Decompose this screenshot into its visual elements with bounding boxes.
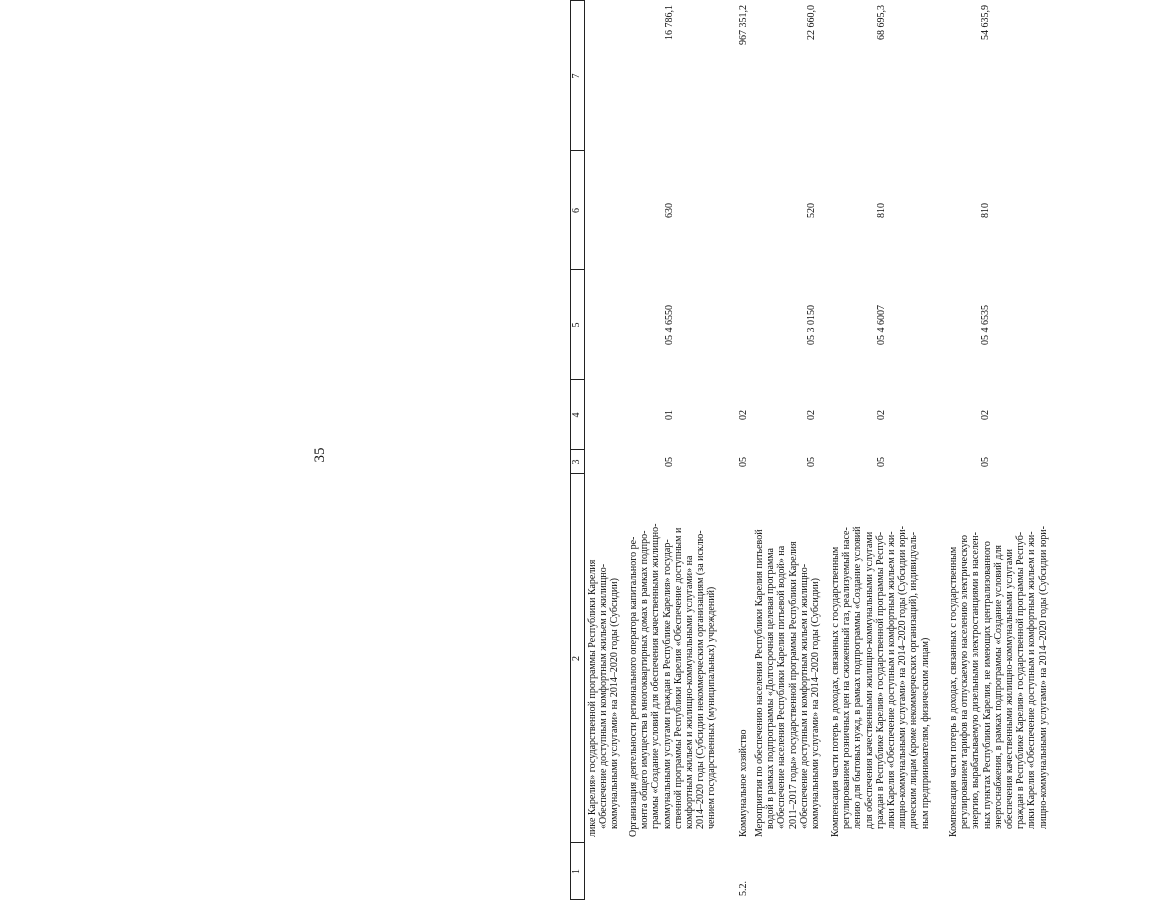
row-c7-value: 68 695,3 xyxy=(876,5,887,40)
row-description-line: водой в рамках подпрограммы «Долгосрочная целевая программа xyxy=(765,547,777,829)
row-description-line: 2011–2017 годы» государственной программы Республики Карелия xyxy=(787,541,799,829)
header-bottom-border xyxy=(584,0,585,900)
row-c4-value: 02 xyxy=(876,410,887,420)
row-description-line: лищно-коммунальными услугами» на 2014–2020 годы (Субсидии юри- xyxy=(897,526,909,829)
row-c5-value: 05 3 0150 xyxy=(806,305,817,345)
row-description-line: «Обеспечение населения Республики Карелия питьевой водой» на xyxy=(776,545,788,829)
row-description-line: регулированием тарифов на отпускаемую населению электрическую xyxy=(959,535,971,829)
row-c7-value: 967 351,2 xyxy=(738,5,749,45)
row-c3-value: 05 xyxy=(980,457,991,467)
row-description-line: коммунальными услугами» на 2014–2020 годы (Субсидии) xyxy=(810,578,821,829)
budget-table xyxy=(570,0,1170,900)
row-c7-value: 54 635,9 xyxy=(980,5,991,40)
row-description-line: регулированием розничных цен на сжиженный газ, реализуемый насе- xyxy=(841,527,853,829)
row-c7-value: 22 660,0 xyxy=(806,5,817,40)
row-c3-value: 05 xyxy=(664,457,675,467)
row-description-line: ных пунктах Республики Карелия, не имеющих централизованного xyxy=(981,541,993,829)
header-col-5: 5 xyxy=(571,322,582,328)
row-c6-value: 520 xyxy=(806,203,817,218)
row-description-line: комфортным жильем и жилищно-коммунальными услугами» на xyxy=(684,555,695,829)
row-description-line: Компенсация части потерь в доходах, связанных с государственным xyxy=(948,546,959,837)
row-description-line: ным предпринимателям, физическим лицам) xyxy=(919,637,931,829)
header-col-2: 2 xyxy=(571,656,582,661)
row-description-line: «Обеспечение доступным и комфортным жильем и жилищно- xyxy=(798,563,810,829)
row-c4-value: 02 xyxy=(980,410,991,420)
row-description-line: Организация деятельности регионального оператора капитального ре- xyxy=(628,536,639,837)
row-description-line: дическим лицам (кроме некоммерческих организаций), индивидуаль- xyxy=(908,531,920,829)
row-description-line: Компенсация части потерь в доходах, связанных с государственным xyxy=(830,546,841,837)
header-col-4: 4 xyxy=(571,412,582,418)
row-description-line: граммы «Создание условий для обеспечения качественными жилищно- xyxy=(650,523,662,829)
header-col-3: 3 xyxy=(571,459,582,465)
row-c4-value: 02 xyxy=(806,410,817,420)
row-c7-value: 16 786,1 xyxy=(664,5,675,40)
page-number: 35 xyxy=(312,447,328,463)
row-c3-value: 05 xyxy=(738,457,749,467)
header-col-1: 1 xyxy=(571,869,582,874)
row-c4-value: 01 xyxy=(664,410,675,420)
row-description-line: лению для бытовых нужд, в рамках подпрограммы «Создание условий xyxy=(852,526,864,829)
row-description-line: коммунальными услугами граждан в Республике Карелия» государ- xyxy=(661,539,673,829)
row-description-line: энергоснабжения, в рамках подпрограммы «Создание условий для xyxy=(992,545,1004,829)
row-description-line: граждан в Республике Карелия» государственной программы Респуб- xyxy=(874,531,886,829)
row-c6-value: 810 xyxy=(980,203,991,218)
row-description-line: 2014–2020 годы (Субсидии некоммерческим организациям (за исклю- xyxy=(695,530,707,829)
row-description-line: чением государственных (муниципальных) учреждений) xyxy=(706,586,718,829)
row-c1-value: 5.2. xyxy=(738,881,749,896)
header-col-6: 6 xyxy=(571,208,582,213)
row-description-line: коммунальными услугами» на 2014–2020 годы (Субсидии) xyxy=(609,578,621,829)
row-c3-value: 05 xyxy=(876,457,887,467)
row-description-line: обеспечения качественными жилищно-коммунальными услугами xyxy=(1004,549,1015,829)
row-c3-value: 05 xyxy=(806,457,817,467)
row-c6-value: 630 xyxy=(664,203,675,218)
row-c5-value: 05 4 6535 xyxy=(980,305,991,345)
row-description-line: для обеспечения качественными жилищно-коммунальными услугами xyxy=(863,531,875,829)
row-description-line: энергию, вырабатываемую дизельными электростанциями в населен- xyxy=(970,532,982,829)
row-description-line: лике Карелия» государственной программы Республики Карелия xyxy=(587,559,598,837)
row-c4-value: 02 xyxy=(738,410,749,420)
row-description-line: Коммунальное хозяйство xyxy=(738,729,749,837)
row-description-line: Мероприятия по обеспечению населения Республики Карелия питьевой xyxy=(754,529,765,837)
row-c5-value: 05 4 6007 xyxy=(876,305,887,345)
row-description-line: лики Карелия «Обеспечение доступным и комфортным жильем и жи- xyxy=(886,531,897,829)
row-description-line: лищно-коммунальными услугами» на 2014–2020 годы (Субсидии юри- xyxy=(1037,526,1049,829)
row-description-line: «Обеспечение доступным и комфортным жильем и жилищно- xyxy=(598,563,610,829)
row-description-line: монта общего имущества в многоквартирных домах в рамках подпро- xyxy=(639,530,651,829)
row-description-line: ственной программы Республики Карелия «Обеспечение доступным и xyxy=(672,527,684,829)
row-c6-value: 810 xyxy=(876,203,887,218)
row-description-line: граждан в Республике Карелия» государственной программы Респуб- xyxy=(1015,531,1027,829)
row-description-line: лики Карелия «Обеспечение доступным и комфортным жильем и жи- xyxy=(1026,531,1038,829)
row-c5-value: 05 4 6550 xyxy=(664,305,675,345)
header-col-7: 7 xyxy=(571,73,582,79)
